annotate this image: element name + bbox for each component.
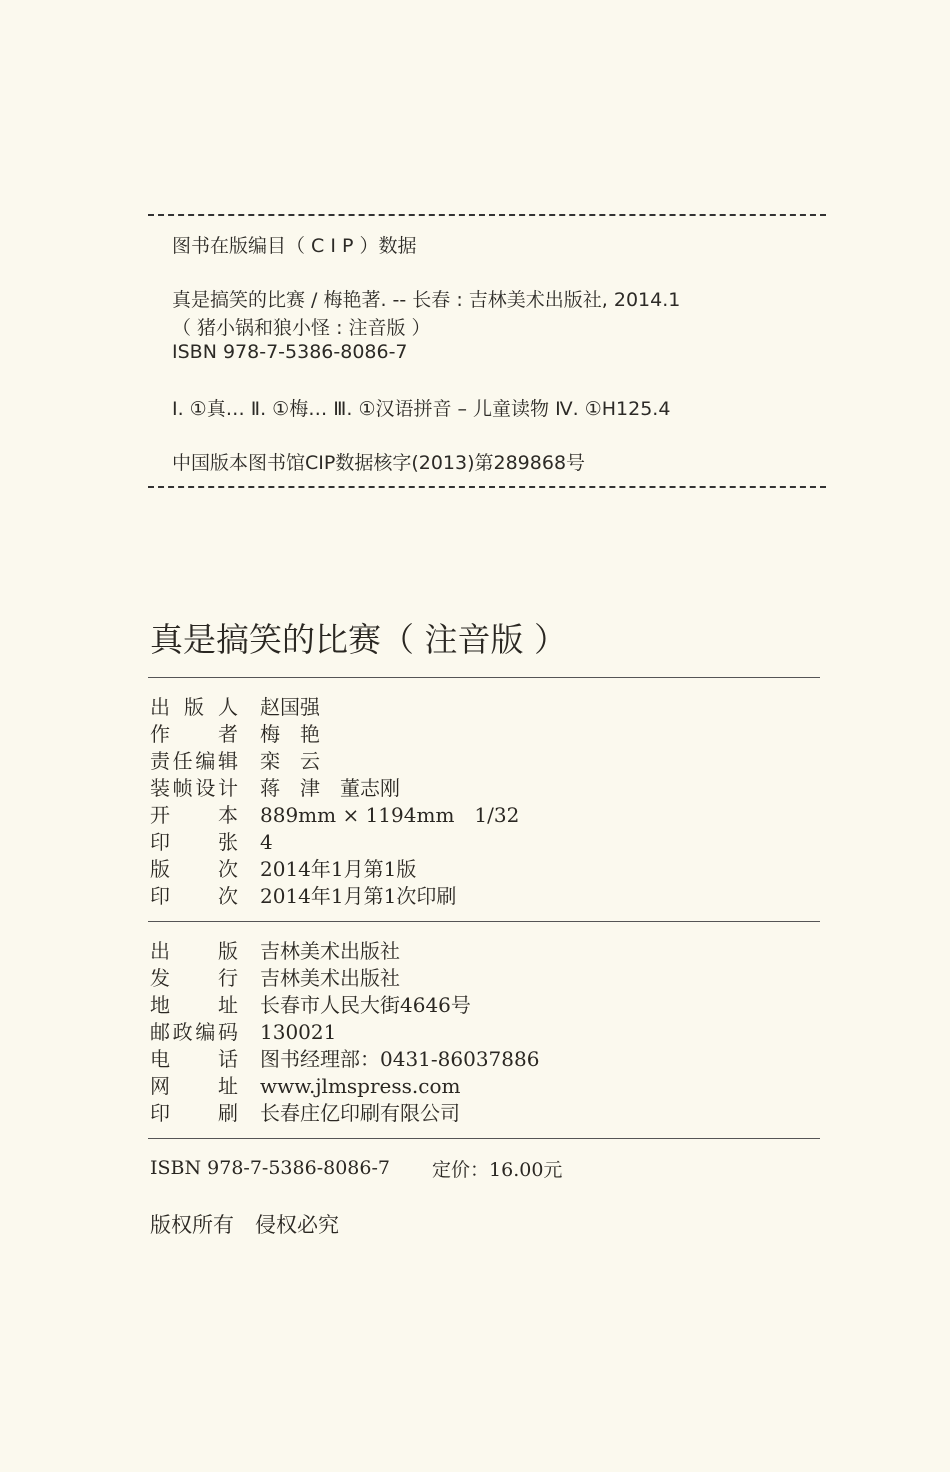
book-title: 真是搞笑的比赛（ 注音版 ） (150, 620, 567, 659)
row-label: 印张 (150, 830, 238, 854)
row-value: 长春市人民大街4646号 (260, 993, 471, 1017)
row-value: 130021 (260, 1020, 337, 1044)
row-label: 地址 (150, 993, 238, 1017)
copyright-notice: 版权所有 侵权必究 (150, 1213, 339, 1237)
row-value: 吉林美术出版社 (260, 939, 400, 963)
production-row (150, 829, 273, 856)
publisher-row (150, 1019, 337, 1046)
publisher-row (150, 1100, 460, 1127)
cip-series-line: （ 猪小锅和狼小怪 : 注音版 ） (172, 317, 431, 339)
row-label: 作者 (150, 722, 238, 746)
production-row (150, 775, 400, 802)
price-label: 定价： (432, 1159, 490, 1181)
row-value: 4 (260, 830, 273, 854)
row-label: 发行 (150, 966, 238, 990)
row-label: 印次 (150, 884, 238, 908)
title-rule (148, 677, 820, 678)
publisher-row (150, 992, 471, 1019)
row-label: 版次 (150, 857, 238, 881)
row-value: 赵国强 (260, 695, 320, 719)
row-value: 梅 艳 (260, 722, 320, 746)
row-value: www.jlmspress.com (260, 1074, 461, 1098)
row-label: 印刷 (150, 1101, 238, 1125)
row-label: 电话 (150, 1047, 238, 1071)
production-row (150, 748, 320, 775)
row-label: 网址 (150, 1074, 238, 1098)
publisher-rule (148, 1138, 820, 1139)
publisher-row (150, 1073, 461, 1100)
row-label: 邮政编码 (150, 1020, 238, 1044)
publisher-row (150, 938, 400, 965)
row-value: 长春庄亿印刷有限公司 (260, 1101, 460, 1125)
row-label: 出版人 (150, 695, 238, 719)
row-value: 吉林美术出版社 (260, 966, 400, 990)
production-row (150, 856, 417, 883)
footer-isbn: ISBN 978-7-5386-8086-7 (150, 1157, 390, 1179)
cip-heading: 图书在版编目（ C I P ）数据 (172, 235, 417, 257)
row-value: 蒋 津 董志刚 (260, 776, 400, 800)
cip-record-number: 中国版本图书馆CIP数据核字(2013)第289868号 (172, 452, 586, 474)
row-value: 2014年1月第1版 (260, 857, 417, 881)
production-row (150, 694, 320, 721)
row-value: 栾 云 (260, 749, 320, 773)
row-value: 889mm × 1194mm 1/32 (260, 803, 520, 827)
price-value: 16.00元 (489, 1159, 563, 1181)
publisher-row (150, 965, 400, 992)
production-row (150, 721, 320, 748)
row-label: 出版 (150, 939, 238, 963)
production-row (150, 883, 457, 910)
row-label: 责任编辑 (150, 749, 238, 773)
cip-isbn-line: ISBN 978-7-5386-8086-7 (172, 341, 408, 363)
row-value: 2014年1月第1次印刷 (260, 884, 457, 908)
cip-title-line: 真是搞笑的比赛 / 梅艳著. -- 长春 : 吉林美术出版社, 2014.1 (172, 289, 681, 311)
row-label: 开本 (150, 803, 238, 827)
price (432, 1155, 562, 1182)
production-rule (148, 921, 820, 922)
cip-bottom-divider (148, 486, 826, 488)
publisher-row (150, 1046, 540, 1073)
production-row (150, 802, 520, 829)
cip-top-divider (148, 214, 826, 216)
cip-classification: Ⅰ. ①真… Ⅱ. ①梅… Ⅲ. ①汉语拼音 – 儿童读物 Ⅳ. ①H125.4 (172, 398, 671, 420)
row-value: 图书经理部：0431-86037886 (260, 1047, 540, 1071)
row-label: 装帧设计 (150, 776, 238, 800)
